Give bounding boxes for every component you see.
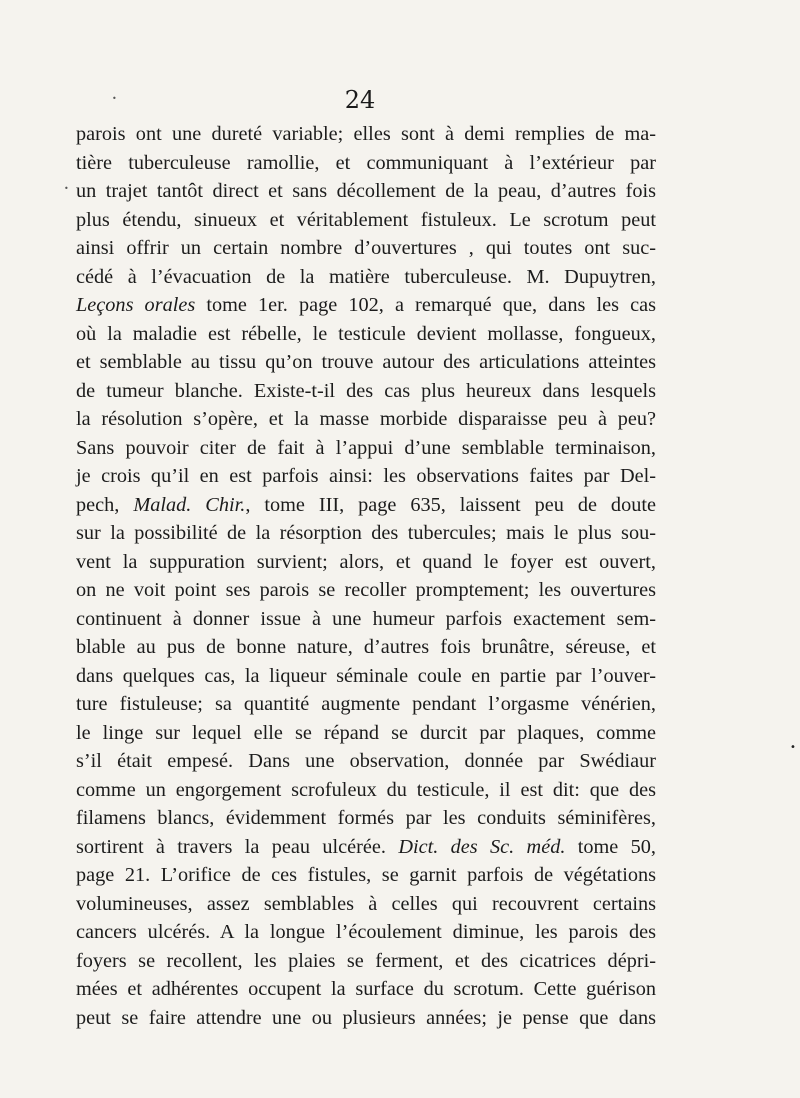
text-segment: parois ont une dureté variable; elles sont à demi remplies de ma- xyxy=(76,123,656,145)
ink-speck: • xyxy=(112,94,117,103)
text-segment: tome 50, xyxy=(565,835,656,858)
text-segment: , tome III, page 635, laissent peu de doute xyxy=(245,493,656,516)
text-segment: dans quelques cas, la liqueur séminale coule en partie par l’ouver- xyxy=(76,664,656,687)
text-segment: on ne voit point ses parois se recoller promptement; les ouvertures xyxy=(76,579,656,601)
italic-reference: Dict. des Sc. méd. xyxy=(398,835,566,858)
text-segment: et semblable au tissu qu’on trouve autour des articulations atteintes xyxy=(76,351,656,373)
text-segment: Sans pouvoir citer de fait à l’appui d’une semblable terminaison, xyxy=(76,436,656,459)
text-line xyxy=(76,120,656,149)
text-line xyxy=(76,747,656,776)
text-line xyxy=(76,861,656,890)
text-segment: la résolution s’opère, et la masse morbide disparaisse peu à peu? xyxy=(76,408,656,430)
text-line xyxy=(76,234,656,263)
text-line xyxy=(76,1004,656,1033)
text-segment: tome 1er. page 102, a remarqué que, dans les cas xyxy=(195,294,656,316)
text-segment: volumineuses, assez semblables à celles qui recouvrent certains xyxy=(76,892,656,915)
text-line xyxy=(76,947,656,976)
text-segment: un trajet tantôt direct et sans décollement de la peau, d’autres fois xyxy=(76,180,656,202)
text-line xyxy=(76,890,656,919)
text-line xyxy=(76,605,656,634)
text-line xyxy=(76,804,656,833)
text-line xyxy=(76,149,656,178)
text-line xyxy=(76,405,656,434)
text-line xyxy=(76,434,656,463)
text-line xyxy=(76,320,656,349)
text-line xyxy=(76,719,656,748)
text-segment: pech, xyxy=(76,493,134,516)
text-segment: page 21. L’orifice de ces fistules, se garnit parfois de végétations xyxy=(76,864,656,886)
ink-speck: • xyxy=(64,184,69,193)
italic-reference: Leçons orales xyxy=(76,294,196,316)
text-line xyxy=(76,776,656,805)
ink-speck: • xyxy=(790,742,796,753)
text-segment: sortirent à travers la peau ulcérée. xyxy=(76,835,399,858)
text-segment: comme un engorgement scrofuleux du testicule, il est dit: que des xyxy=(76,778,656,801)
text-line xyxy=(76,177,656,206)
body-text xyxy=(76,120,656,1032)
text-line xyxy=(76,662,656,691)
text-segment: tière tuberculeuse ramollie, et communiquant à l’extérieur par xyxy=(76,151,656,174)
text-line xyxy=(76,633,656,662)
text-line xyxy=(76,206,656,235)
text-segment: je crois qu’il en est parfois ainsi: les observations faites par Del- xyxy=(76,465,656,487)
text-segment: vent la suppuration survient; alors, et quand le foyer est ouvert, xyxy=(76,550,656,573)
text-segment: mées et adhérentes occupent la surface du scrotum. Cette guérison xyxy=(76,978,656,1000)
text-line xyxy=(76,519,656,548)
text-segment: cancers ulcérés. A la longue l’écoulement diminue, les parois des xyxy=(76,921,656,943)
text-segment: s’il était empesé. Dans une observation, donnée par Swédiaur xyxy=(76,750,656,772)
text-line xyxy=(76,690,656,719)
text-segment: filamens blancs, évidemment formés par les conduits séminifères, xyxy=(76,807,656,829)
text-line xyxy=(76,491,656,520)
italic-reference: Malad. Chir. xyxy=(133,493,246,516)
text-segment: le linge sur lequel elle se répand se durcit par plaques, comme xyxy=(76,721,656,744)
text-line xyxy=(76,348,656,377)
page-number: 24 xyxy=(344,86,376,114)
text-segment: continuent à donner issue à une humeur parfois exactement sem- xyxy=(76,607,656,630)
text-line xyxy=(76,975,656,1004)
text-line xyxy=(76,576,656,605)
text-line xyxy=(76,548,656,577)
text-segment: blable au pus de bonne nature, d’autres fois brunâtre, séreuse, et xyxy=(76,636,656,658)
text-line xyxy=(76,462,656,491)
text-segment: cédé à l’évacuation de la matière tuberculeuse. M. Dupuytren, xyxy=(76,265,656,288)
text-segment: plus étendu, sinueux et véritablement fistuleux. Le scrotum peut xyxy=(76,208,656,231)
text-line xyxy=(76,291,656,320)
text-line xyxy=(76,377,656,406)
text-segment: foyers se recollent, les plaies se ferment, et des cicatrices dépri- xyxy=(76,949,656,972)
text-line xyxy=(76,918,656,947)
text-line xyxy=(76,833,656,862)
text-segment: peut se faire attendre une ou plusieurs années; je pense que dans xyxy=(76,1006,656,1029)
text-line xyxy=(76,263,656,292)
text-segment: sur la possibilité de la résorption des tubercules; mais le plus sou- xyxy=(76,522,656,544)
text-segment: ture fistuleuse; sa quantité augmente pendant l’orgasme vénérien, xyxy=(76,693,656,715)
text-segment: de tumeur blanche. Existe-t-il des cas plus heureux dans lesquels xyxy=(76,379,656,402)
text-segment: ainsi offrir un certain nombre d’ouvertures , qui toutes ont suc- xyxy=(76,237,656,259)
text-segment: où la maladie est rébelle, le testicule devient mollasse, fongueux, xyxy=(76,322,656,345)
